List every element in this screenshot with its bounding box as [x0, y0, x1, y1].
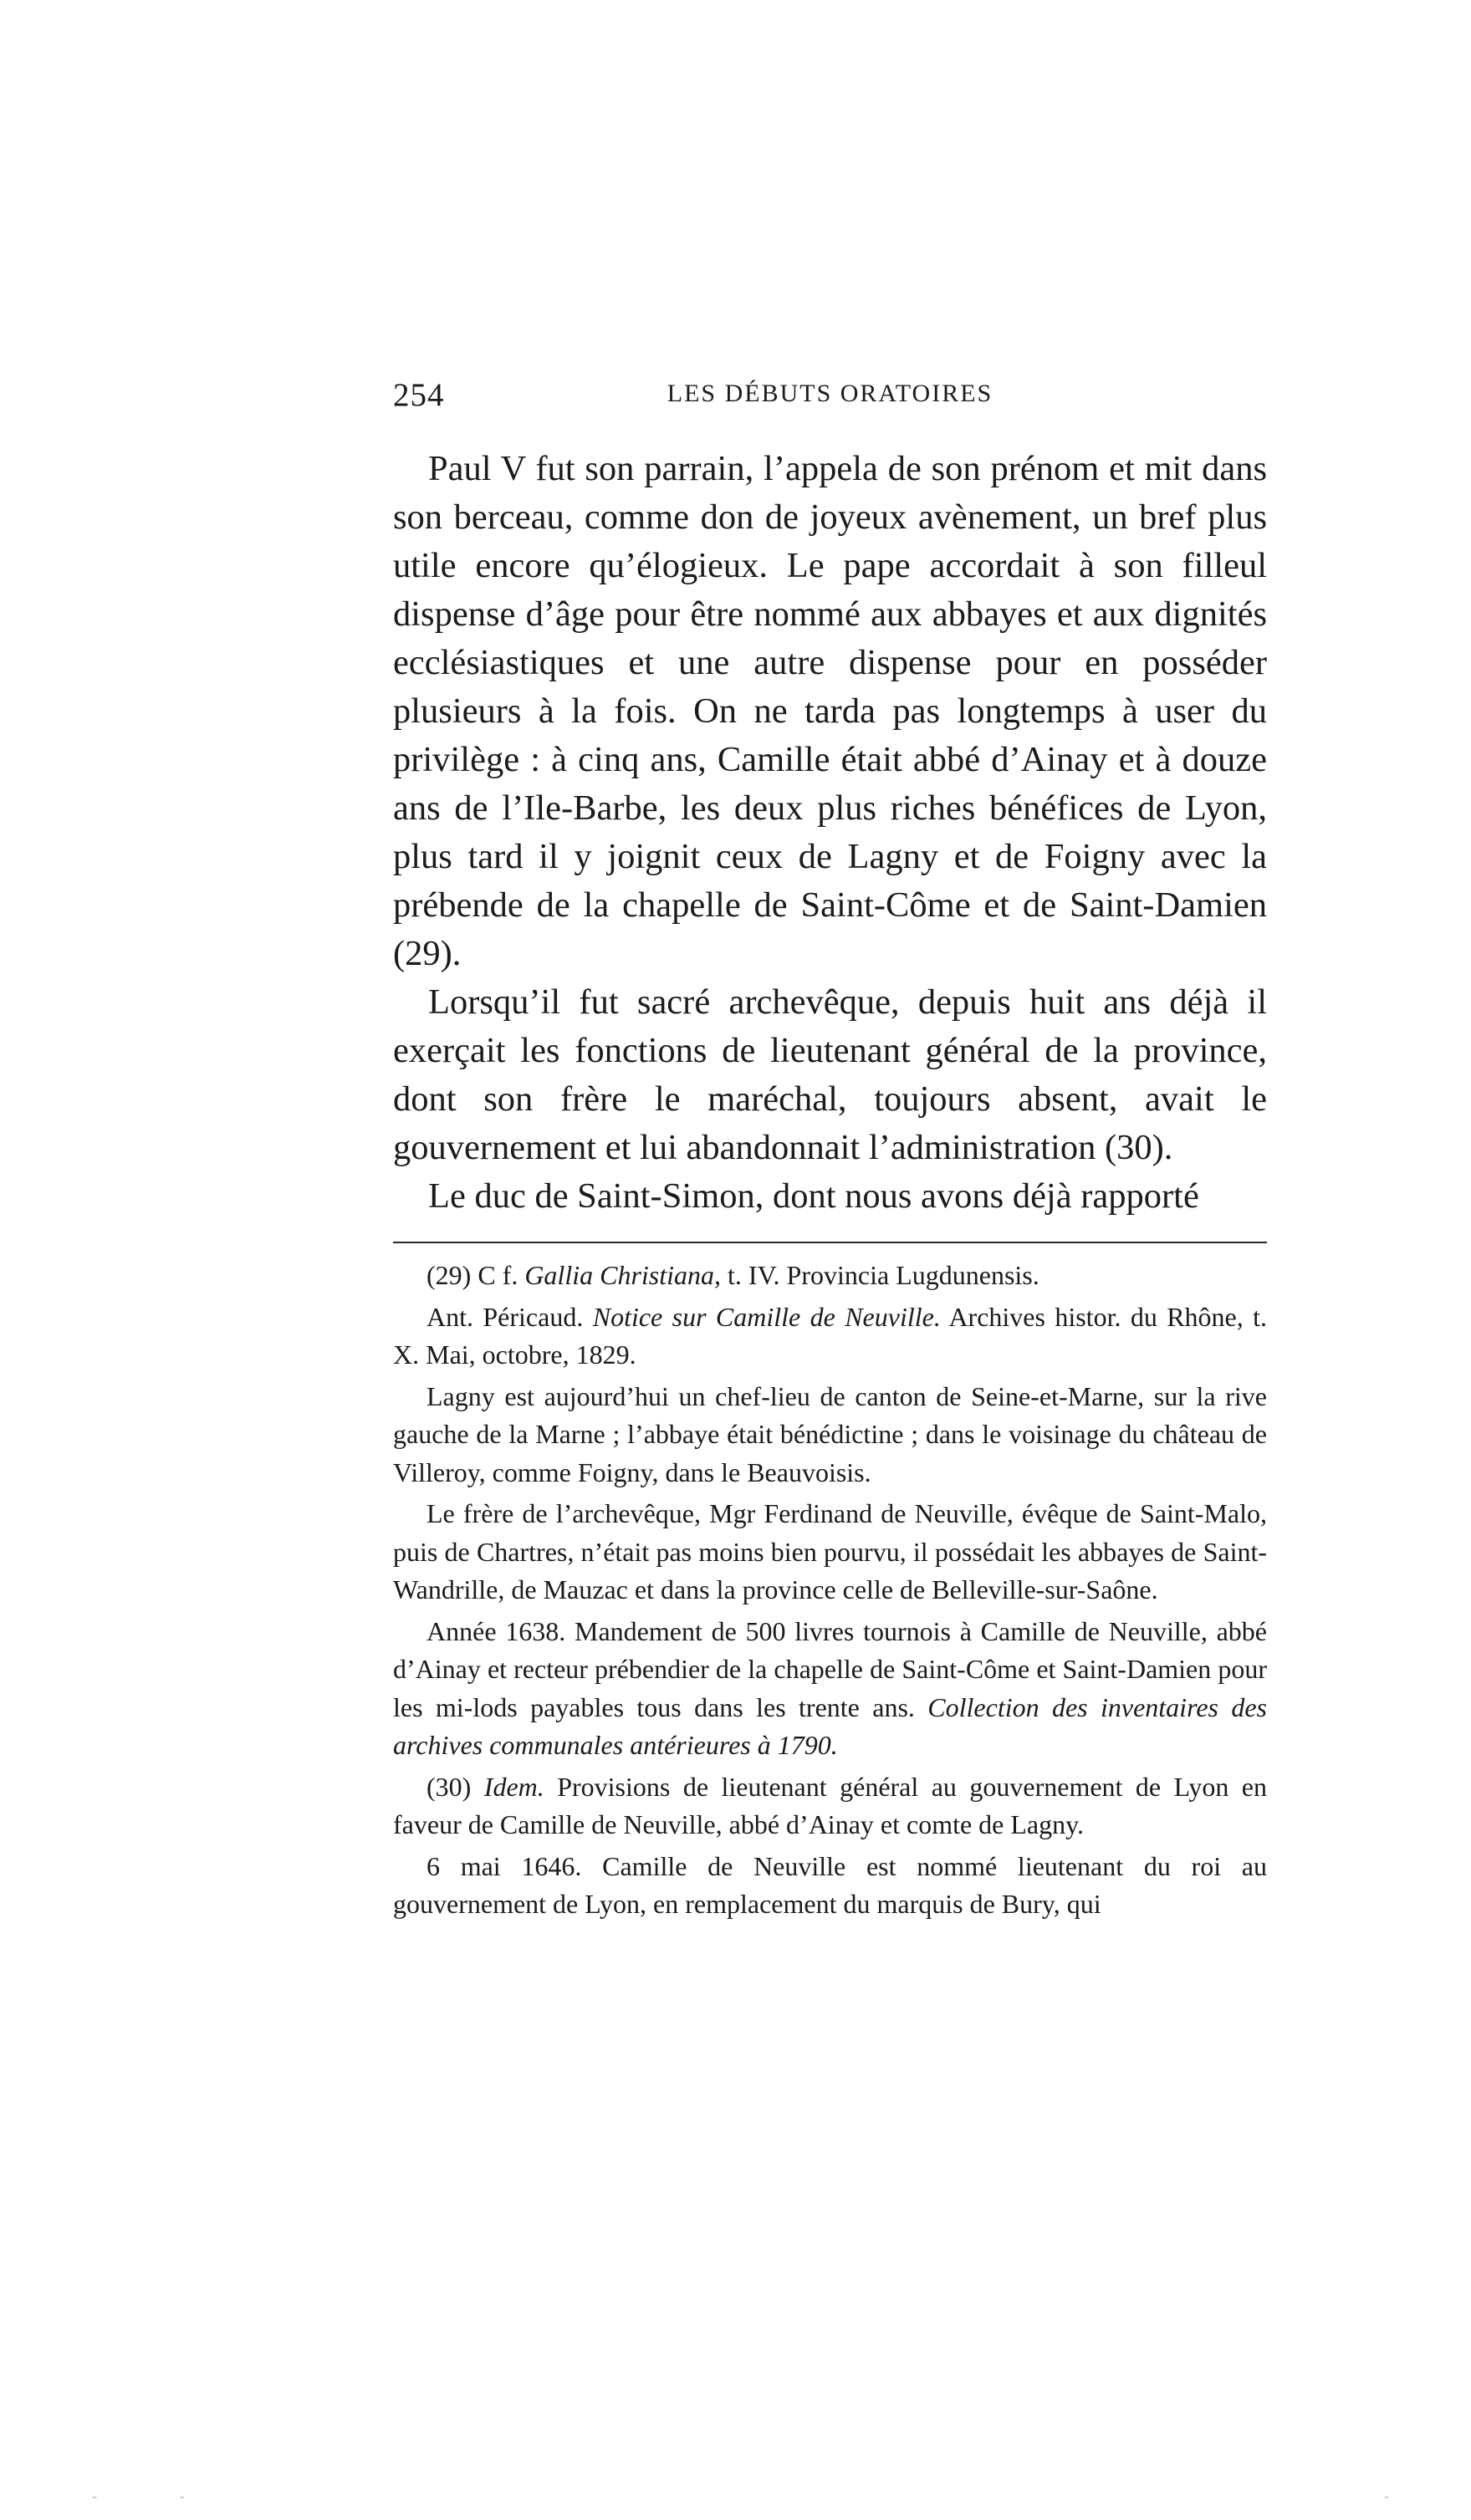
- footnote-30-date: 6 mai 1646. Camille de Neuville est nommé lieutenant du roi au gouvernement de Lyon, en remplacement du marquis de Bury, qui: [393, 1850, 1267, 1919]
- footnote-30: [393, 1768, 1267, 1844]
- footnote-29-mandement: [393, 1613, 1267, 1765]
- footnote-text: , t. IV. Provincia Lugdunensis.: [714, 1260, 1039, 1290]
- scan-speck: -: [1384, 2487, 1389, 2504]
- footnotes: [393, 1257, 1267, 1927]
- footnote-29-reference: [393, 1298, 1267, 1375]
- footnote-citation-title: Gallia Christiana: [524, 1260, 715, 1290]
- footnote-separator: [393, 1242, 1267, 1243]
- scan-speck: -: [180, 2487, 185, 2504]
- footnote-collection-title: Collection des inventaires des archives communales antérieures à 1790.: [393, 1691, 1268, 1760]
- footnote-text: Année 1638. Mandement de 500 livres tournois à Camille de Neuville, abbé d’Ainay et recteur prébendier de la chapelle de Saint-Côme et Saint-Damien pour les mi-lods payables tous dans les trente ans.: [393, 1615, 1267, 1722]
- footnote-text: Provisions de lieutenant général au gouvernement de Lyon en faveur de Camille de Neuville, abbé d’Ainay et comte de Lagny.: [393, 1771, 1268, 1839]
- scan-speck: -: [92, 2487, 97, 2504]
- footnote-text: (29) C f.: [426, 1260, 525, 1290]
- footnote-29-lagny: Lagny est aujourd’hui un chef-lieu de canton de Seine-et-Marne, sur la rive gauche de la Marne ; l’abbaye était bénédictine ; dans le voisinage du château de Villeroy, comme Foigny, dans le Beauvoisis.: [393, 1380, 1267, 1487]
- page-header: [393, 376, 1267, 426]
- footnote-author: Ant. Péricaud.: [426, 1301, 593, 1332]
- paragraph: Lorsqu’il fut sacré archevêque, depuis huit ans déjà il exerçait les fonctions de lieutenant général de la province, dont son frère le maréchal, toujours absent, avait le gouvernement et lui abandonnait l’administration (30).: [393, 982, 1267, 1167]
- page-number: 254: [393, 377, 445, 413]
- footnote-idem: Idem.: [483, 1771, 544, 1802]
- paragraph: Paul V fut son parrain, l’appela de son prénom et mit dans son berceau, comme don de joyeux avènement, un bref plus utile encore qu’élogieux. Le pape accordait à son filleul dispense d’âge pour être nommé aux abbayes et aux dignités ecclésiastiques et une autre dispense pour en posséder plusieurs à la fois. On ne tarda pas longtemps à user du privilège : à cinq ans, Camille était abbé d’Ainay et à douze ans de l’Ile-Barbe, les deux plus riches bénéfices de Lyon, plus tard il y joignit ceux de Lagny et de Foigny avec la prébende de la chapelle de Saint-Côme et de Saint-Damien (29).: [393, 449, 1267, 973]
- running-title: LES DÉBUTS ORATOIRES: [667, 380, 993, 407]
- footnote-29: [393, 1257, 1267, 1295]
- footnote-text: Archives histor. du Rhône, t. X. Mai, octobre, 1829.: [393, 1301, 1268, 1370]
- paragraph: Le duc de Saint-Simon, dont nous avons déjà rapporté: [428, 1176, 1199, 1216]
- footnote-text: (30): [426, 1771, 484, 1802]
- footnote-29-ferdinand: Le frère de l’archevêque, Mgr Ferdinand de Neuville, évêque de Saint-Malo, puis de Chartres, n’était pas moins bien pourvu, il possédait les abbayes de Saint-Wandrille, de Mauzac et dans la province celle de Belleville-sur-Saône.: [393, 1498, 1267, 1604]
- footnote-citation-title: Notice sur Camille de Neuville.: [592, 1301, 941, 1332]
- main-text: [393, 445, 1267, 1221]
